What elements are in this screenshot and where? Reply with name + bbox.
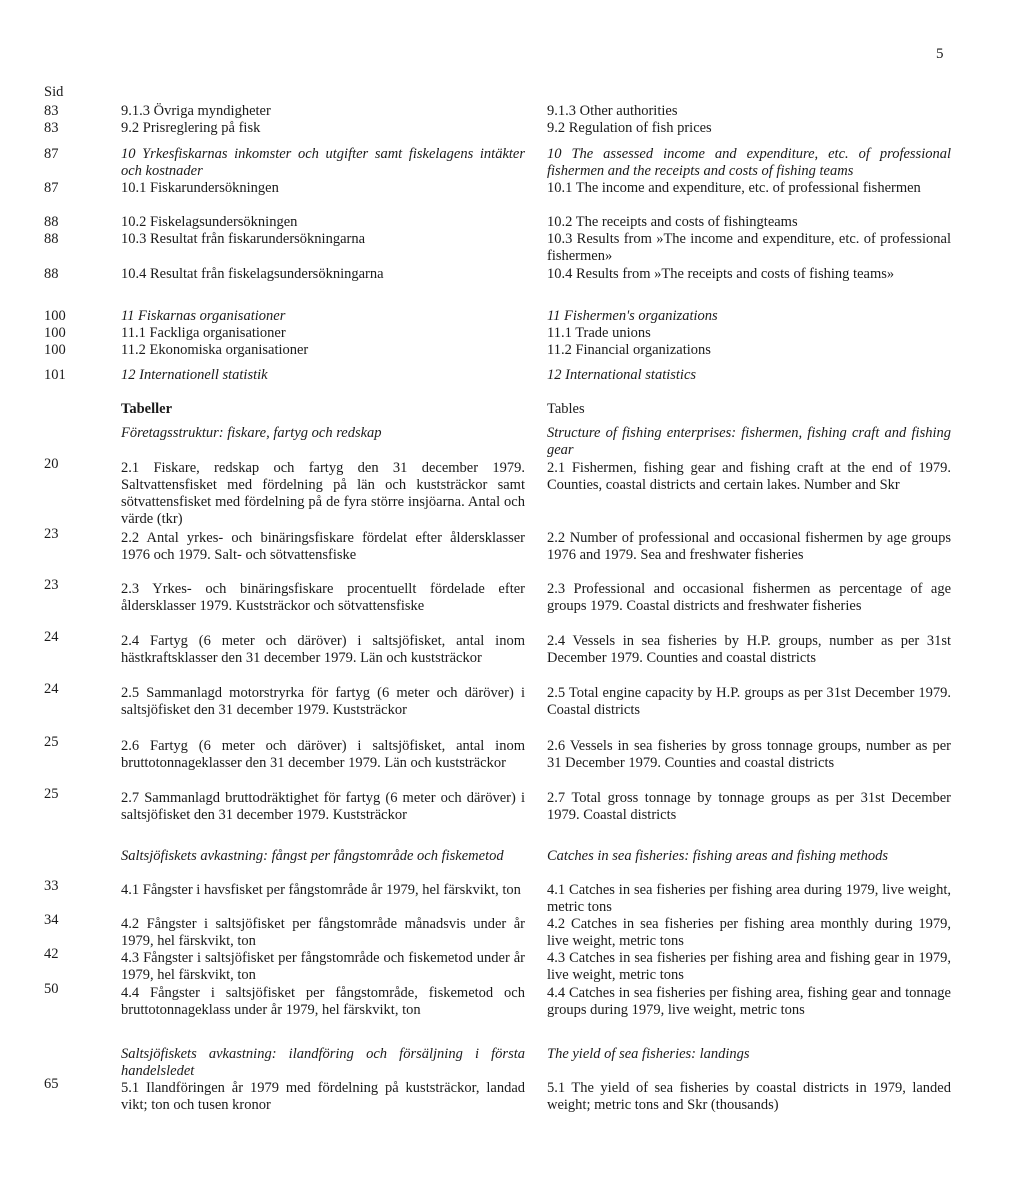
table-entry-en: 2.5 Total engine capacity by H.P. groups as per 31st December 1979. Coastal districts	[547, 685, 951, 718]
toc-entry-sv: 10.1 Fiskarundersökningen	[121, 180, 279, 196]
table-entry-sv: 2.4 Fartyg (6 meter och däröver) i saltsjöfisket, antal inom hästkraftsklasser den 31 december 1979. Län och kuststräckor	[121, 633, 525, 666]
toc-entry-sv: 11 Fiskarnas organisationer	[121, 308, 286, 324]
toc-page-number: 101	[44, 367, 66, 383]
table-page-number: 23	[44, 577, 59, 593]
table-entry-en: 2.6 Vessels in sea fisheries by gross tonnage groups, number as per 31 December 1979. Counties and coastal districts	[547, 738, 951, 771]
table-page-number: 25	[44, 734, 59, 750]
toc-entry-en: 10.1 The income and expenditure, etc. of professional fishermen	[547, 180, 921, 196]
table-entry-sv: 2.1 Fiskare, redskap och fartyg den 31 december 1979. Saltvattensfisket med fördelning på län och kuststräckor samt sötvattensfisket med fördelning på de fyra större insjöarna. Antal och värde (tkr)	[121, 460, 525, 527]
toc-entry-sv: 10.4 Resultat från fiskelagsundersökningarna	[121, 266, 384, 282]
section-heading-sv: Saltsjöfiskets avkastning: fångst per fångstområde och fiskemetod	[121, 848, 504, 864]
table-entry-sv: 2.2 Antal yrkes- och binäringsfiskare fördelat efter åldersklasser 1976 och 1979. Salt- och sötvattensfiske	[121, 530, 525, 563]
table-entry-sv: 2.7 Sammanlagd bruttodräktighet för fartyg (6 meter och däröver) i saltsjöfisket den 31 december 1979. Kuststräckor	[121, 790, 525, 823]
table-entry-en: 4.2 Catches in sea fisheries per fishing area monthly during 1979, live weight, metric tons	[547, 916, 951, 949]
toc-page-number: 87	[44, 146, 59, 162]
section-heading-en: Structure of fishing enterprises: fishermen, fishing craft and fishing gear	[547, 425, 951, 458]
section-heading-sv: Saltsjöfiskets avkastning: ilandföring och försäljning i första handelsledet	[121, 1046, 525, 1079]
table-page-number: 34	[44, 912, 59, 928]
table-entry-sv: 4.3 Fångster i saltsjöfisket per fångstområde och fiskemetod under år 1979, hel färskvikt, ton	[121, 950, 525, 983]
table-entry-en: 2.7 Total gross tonnage by tonnage groups as per 31st December 1979. Coastal districts	[547, 790, 951, 823]
toc-entry-en: 12 International statistics	[547, 367, 697, 383]
table-entry-sv: 5.1 Ilandföringen år 1979 med fördelning på kuststräckor, landad vikt; ton och tusen kronor	[121, 1080, 525, 1113]
toc-page-number: 88	[44, 214, 59, 230]
toc-entry-sv: 9.2 Prisreglering på fisk	[121, 120, 261, 136]
table-entry-en: 4.4 Catches in sea fisheries per fishing area, fishing gear and tonnage groups during 1979, live weight, metric tons	[547, 985, 951, 1018]
table-entry-en: 4.3 Catches in sea fisheries per fishing area and fishing gear in 1979, live weight, metric tons	[547, 950, 951, 983]
toc-page-number: 83	[44, 103, 59, 119]
table-page-number: 24	[44, 681, 59, 697]
toc-page-number: 88	[44, 231, 59, 247]
table-page-number: 23	[44, 526, 59, 542]
table-page-number: 25	[44, 786, 59, 802]
page-column-heading: Sid	[44, 84, 64, 100]
section-heading-en: The yield of sea fisheries: landings	[547, 1046, 750, 1062]
toc-entry-en: 9.1.3 Other authorities	[547, 103, 678, 119]
toc-entry-sv: 12 Internationell statistik	[121, 367, 268, 383]
toc-entry-sv: 10.2 Fiskelagsundersökningen	[121, 214, 298, 230]
toc-page-number: 88	[44, 266, 59, 282]
table-entry-sv: 2.6 Fartyg (6 meter och däröver) i saltsjöfisket, antal inom bruttotonnageklasser den 31 december 1979. Län och kuststräckor	[121, 738, 525, 771]
table-entry-en: 4.1 Catches in sea fisheries per fishing area during 1979, live weight, metric tons	[547, 882, 951, 915]
page-number: 5	[936, 46, 944, 62]
toc-entry-sv: 9.1.3 Övriga myndigheter	[121, 103, 271, 119]
table-entry-en: 2.2 Number of professional and occasional fishermen by age groups 1976 and 1979. Sea and freshwater fisheries	[547, 530, 951, 563]
table-entry-sv: 4.4 Fångster i saltsjöfisket per fångstområde, fiskemetod och bruttotonnageklass under år 1979, hel färskvikt, ton	[121, 985, 525, 1018]
table-page-number: 33	[44, 878, 59, 894]
table-entry-en: 2.1 Fishermen, fishing gear and fishing craft at the end of 1979. Counties, coastal districts and certain lakes. Number and Skr	[547, 460, 951, 493]
toc-page-number: 87	[44, 180, 59, 196]
table-page-number: 65	[44, 1076, 59, 1092]
toc-entry-en: 10.3 Results from »The income and expenditure, etc. of professional fishermen»	[547, 231, 951, 264]
table-entry-sv: 2.3 Yrkes- och binäringsfiskare procentuellt fördelade efter åldersklasser 1979. Kuststräckor och sötvattensfiske	[121, 581, 525, 614]
table-page-number: 20	[44, 456, 59, 472]
toc-entry-en: 10 The assessed income and expenditure, etc. of professional fishermen and the receipts and costs of fishing teams	[547, 146, 951, 179]
table-page-number: 42	[44, 946, 59, 962]
table-entry-sv: 2.5 Sammanlagd motorstryrka för fartyg (6 meter och däröver) i saltsjöfisket den 31 december 1979. Kuststräckor	[121, 685, 525, 718]
toc-page-number: 100	[44, 325, 66, 341]
table-entry-sv: 4.2 Fångster i saltsjöfisket per fångstområde månadsvis under år 1979, hel färskvikt, ton	[121, 916, 525, 949]
table-page-number: 50	[44, 981, 59, 997]
table-entry-sv: 4.1 Fångster i havsfisket per fångstområde år 1979, hel färskvikt, ton	[121, 882, 521, 898]
toc-entry-sv: 11.2 Ekonomiska organisationer	[121, 342, 309, 358]
table-entry-en: 2.3 Professional and occasional fishermen as percentage of age groups 1979. Coastal districts and freshwater fisheries	[547, 581, 951, 614]
toc-entry-sv: 10 Yrkesfiskarnas inkomster och utgifter samt fiskelagens intäkter och kostnader	[121, 146, 525, 179]
toc-entry-en: 10.2 The receipts and costs of fishingteams	[547, 214, 798, 230]
toc-entry-en: 11.2 Financial organizations	[547, 342, 711, 358]
toc-entry-en: 9.2 Regulation of fish prices	[547, 120, 712, 136]
toc-page-number: 100	[44, 308, 66, 324]
table-entry-en: 2.4 Vessels in sea fisheries by H.P. groups, number as per 31st December 1979. Counties and coastal districts	[547, 633, 951, 666]
section-heading-en: Catches in sea fisheries: fishing areas and fishing methods	[547, 848, 889, 864]
table-entry-en: 5.1 The yield of sea fisheries by coastal districts in 1979, landed weight; metric tons and Skr (thousands)	[547, 1080, 951, 1113]
tables-heading-sv: Tabeller	[121, 401, 173, 417]
tables-heading-en: Tables	[547, 401, 585, 417]
table-page-number: 24	[44, 629, 59, 645]
toc-entry-en: 11 Fishermen's organizations	[547, 308, 718, 324]
toc-entry-sv: 11.1 Fackliga organisationer	[121, 325, 286, 341]
toc-entry-sv: 10.3 Resultat från fiskarundersökningarna	[121, 231, 366, 247]
toc-page-number: 100	[44, 342, 66, 358]
toc-entry-en: 11.1 Trade unions	[547, 325, 651, 341]
toc-entry-en: 10.4 Results from »The receipts and costs of fishing teams»	[547, 266, 895, 282]
section-heading-sv: Företagsstruktur: fiskare, fartyg och redskap	[121, 425, 382, 441]
toc-page-number: 83	[44, 120, 59, 136]
